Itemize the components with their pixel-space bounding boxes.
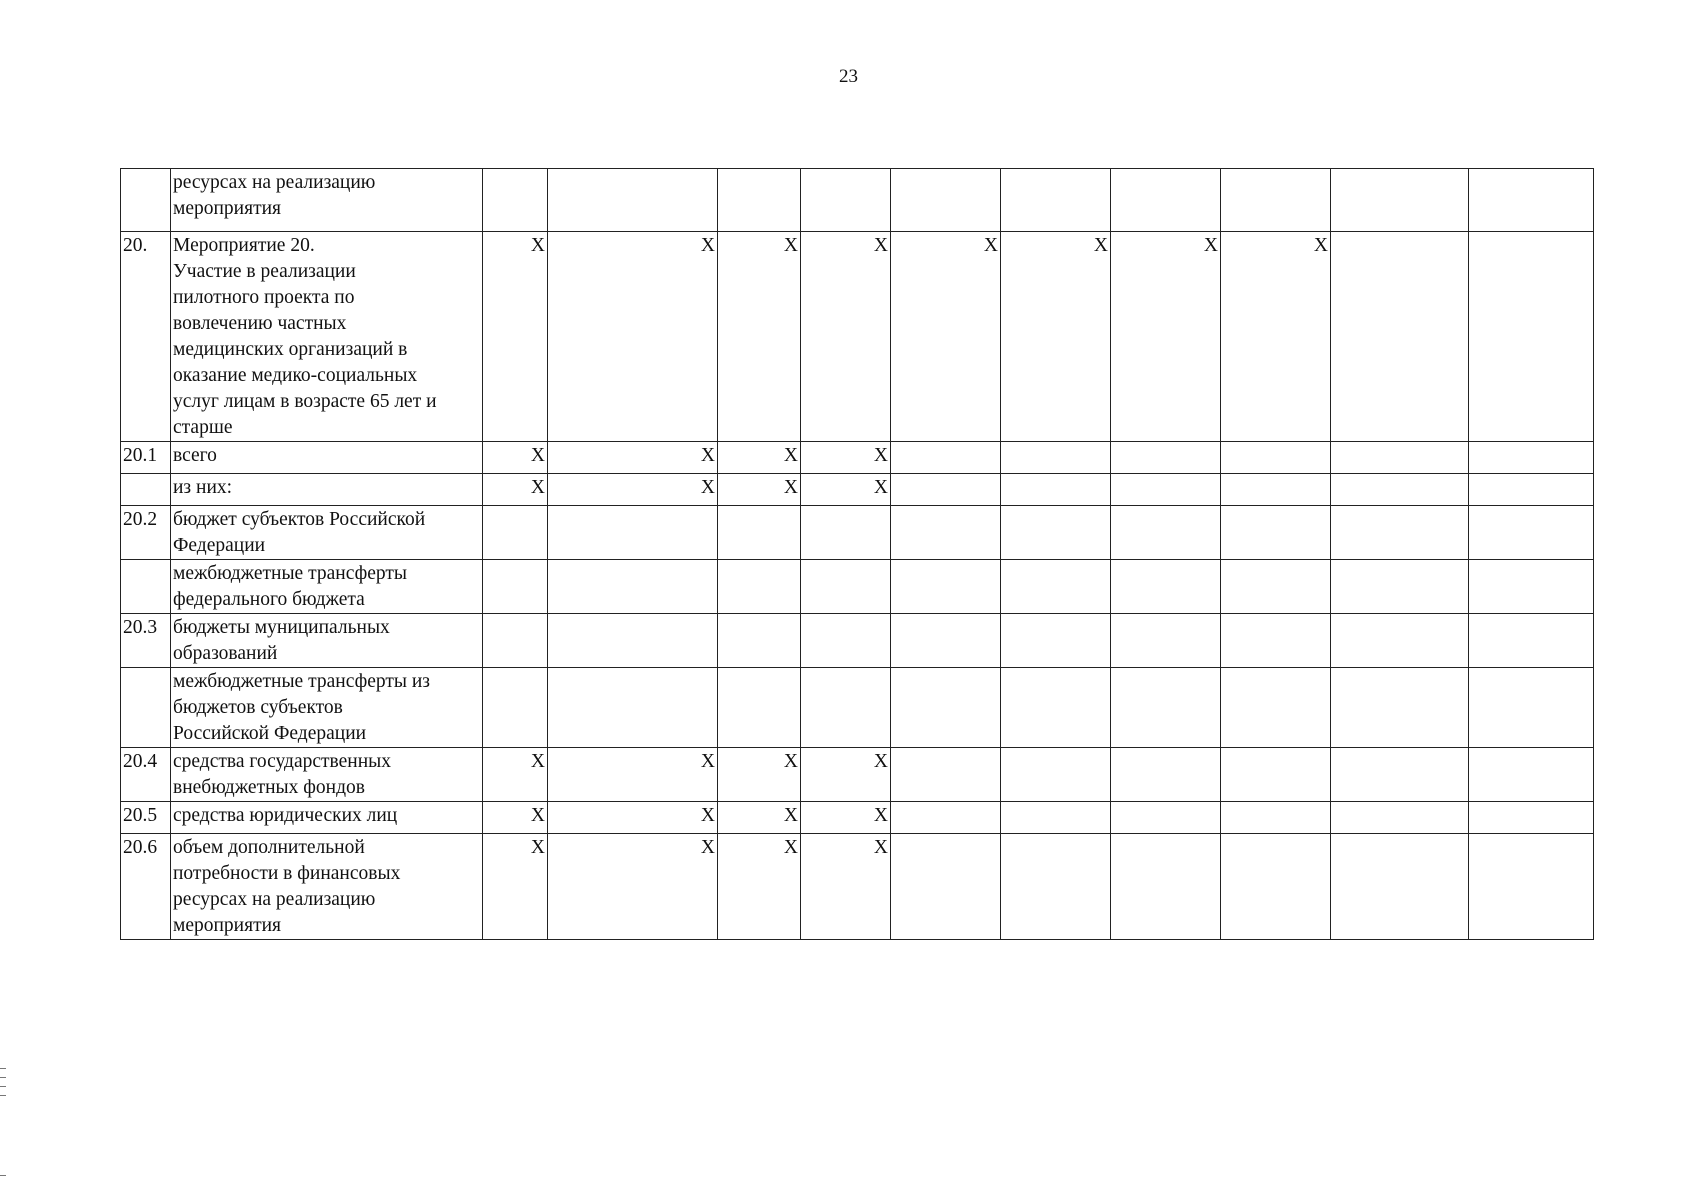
mark-cell: X: [718, 442, 801, 474]
mark-cell: [718, 169, 801, 232]
mark-cell: [1221, 474, 1331, 506]
mark-cell: [1111, 506, 1221, 560]
table-row: [121, 748, 1594, 802]
mark-cell: [891, 748, 1001, 802]
mark-cell: [801, 668, 891, 748]
mark-cell: [718, 614, 801, 668]
mark-cell: X: [718, 232, 801, 442]
mark-cell: [1001, 668, 1111, 748]
mark-cell: [1221, 560, 1331, 614]
mark-cell: [548, 506, 718, 560]
row-label-text: межбюджетные трансферты из бюджетов субъектов Российской Федерации: [173, 671, 431, 744]
mark-cell: [483, 614, 548, 668]
mark-cell: [548, 560, 718, 614]
mark-cell: [1469, 560, 1594, 614]
mark-cell: X: [483, 748, 548, 802]
row-label-text: Мероприятие 20. Участие в реализации пилотного проекта по вовлечению частных медицинских организаций в оказание медико-социальных услуг лицам в возрасте 65 лет и старше: [173, 235, 437, 438]
mark-cell: [483, 169, 548, 232]
mark-cell: [891, 169, 1001, 232]
mark-cell: [1111, 442, 1221, 474]
row-label-text: ресурсах на реализацию мероприятия: [173, 172, 376, 219]
mark-cell: X: [718, 834, 801, 940]
mark-cell: [483, 506, 548, 560]
mark-cell: X: [801, 748, 891, 802]
row-label: [171, 506, 483, 560]
row-number: 20.5: [121, 802, 171, 834]
mark-cell: [1001, 614, 1111, 668]
mark-cell: [1331, 614, 1469, 668]
table-row: [121, 802, 1594, 834]
mark-cell: [1331, 442, 1469, 474]
mark-cell: [1001, 506, 1111, 560]
mark-cell: [891, 834, 1001, 940]
mark-cell: [718, 668, 801, 748]
mark-cell: [1331, 802, 1469, 834]
table-row: [121, 442, 1594, 474]
mark-cell: [718, 506, 801, 560]
row-label: [171, 802, 483, 834]
row-label-text: бюджеты муниципальных образований: [173, 617, 390, 664]
mark-cell: [1111, 834, 1221, 940]
row-label-text: средства юридических лиц: [173, 805, 398, 826]
mark-cell: [1001, 442, 1111, 474]
mark-cell: X: [483, 802, 548, 834]
mark-cell: [891, 506, 1001, 560]
row-label: [171, 232, 483, 442]
mark-cell: [1001, 169, 1111, 232]
mark-cell: X: [548, 474, 718, 506]
row-number: 20.6: [121, 834, 171, 940]
mark-cell: X: [1221, 232, 1331, 442]
mark-cell: [1001, 560, 1111, 614]
mark-cell: [1469, 834, 1594, 940]
table-row: [121, 834, 1594, 940]
row-label-text: из них:: [173, 477, 233, 498]
row-label: [171, 834, 483, 940]
row-number: [121, 668, 171, 748]
mark-cell: [1221, 614, 1331, 668]
table-row: [121, 668, 1594, 748]
row-number: [121, 169, 171, 232]
mark-cell: [1111, 668, 1221, 748]
mark-cell: [1331, 748, 1469, 802]
mark-cell: X: [891, 232, 1001, 442]
mark-cell: [1001, 474, 1111, 506]
mark-cell: X: [1001, 232, 1111, 442]
mark-cell: [891, 614, 1001, 668]
row-label-text: объем дополнительной потребности в финансовых ресурсах на реализацию мероприятия: [173, 837, 401, 936]
mark-cell: [1221, 834, 1331, 940]
mark-cell: X: [718, 748, 801, 802]
mark-cell: [801, 169, 891, 232]
row-label: [171, 668, 483, 748]
mark-cell: [1331, 474, 1469, 506]
row-number: 20.3: [121, 614, 171, 668]
mark-cell: [891, 442, 1001, 474]
mark-cell: X: [801, 232, 891, 442]
mark-cell: [548, 169, 718, 232]
mark-cell: X: [801, 802, 891, 834]
mark-cell: [1111, 748, 1221, 802]
mark-cell: X: [548, 232, 718, 442]
mark-cell: [801, 614, 891, 668]
mark-cell: [891, 668, 1001, 748]
mark-cell: [1331, 834, 1469, 940]
mark-cell: [1469, 442, 1594, 474]
table-body: [121, 169, 1594, 940]
mark-cell: [1001, 802, 1111, 834]
mark-cell: [1221, 169, 1331, 232]
row-label: [171, 474, 483, 506]
mark-cell: [1221, 668, 1331, 748]
mark-cell: X: [548, 802, 718, 834]
row-label: [171, 614, 483, 668]
financing-table: [120, 168, 1594, 940]
mark-cell: [548, 614, 718, 668]
mark-cell: X: [483, 442, 548, 474]
mark-cell: X: [483, 232, 548, 442]
row-number: 20.1: [121, 442, 171, 474]
row-label-text: всего: [173, 445, 217, 466]
mark-cell: [801, 560, 891, 614]
mark-cell: X: [548, 442, 718, 474]
table-row: [121, 614, 1594, 668]
mark-cell: [1469, 614, 1594, 668]
scan-margin-marks: [0, 1068, 6, 1096]
row-label-text: бюджет субъектов Российской Федерации: [173, 509, 426, 556]
mark-cell: [1331, 560, 1469, 614]
mark-cell: X: [483, 834, 548, 940]
mark-cell: X: [548, 834, 718, 940]
mark-cell: [1469, 802, 1594, 834]
mark-cell: X: [718, 802, 801, 834]
mark-cell: [1111, 614, 1221, 668]
mark-cell: [718, 560, 801, 614]
mark-cell: X: [483, 474, 548, 506]
mark-cell: [1469, 668, 1594, 748]
table-row: [121, 169, 1594, 232]
mark-cell: [1001, 748, 1111, 802]
mark-cell: [1469, 748, 1594, 802]
row-number: 20.2: [121, 506, 171, 560]
row-number: [121, 560, 171, 614]
mark-cell: [1221, 748, 1331, 802]
mark-cell: [891, 802, 1001, 834]
mark-cell: [1331, 668, 1469, 748]
mark-cell: [1221, 442, 1331, 474]
mark-cell: [548, 668, 718, 748]
mark-cell: X: [801, 442, 891, 474]
mark-cell: [1469, 169, 1594, 232]
mark-cell: [1331, 232, 1469, 442]
row-label: [171, 748, 483, 802]
mark-cell: [1469, 232, 1594, 442]
mark-cell: X: [801, 474, 891, 506]
mark-cell: X: [801, 834, 891, 940]
mark-cell: [483, 668, 548, 748]
mark-cell: [1111, 560, 1221, 614]
mark-cell: [1001, 834, 1111, 940]
mark-cell: [801, 506, 891, 560]
mark-cell: [1221, 802, 1331, 834]
table-row: [121, 560, 1594, 614]
mark-cell: [1469, 474, 1594, 506]
row-label: [171, 560, 483, 614]
mark-cell: X: [718, 474, 801, 506]
row-label: [171, 169, 483, 232]
row-label: [171, 442, 483, 474]
page-number: 23: [839, 66, 858, 87]
mark-cell: [1111, 802, 1221, 834]
row-number: 20.4: [121, 748, 171, 802]
row-number: 20.: [121, 232, 171, 442]
scan-margin-mark: [0, 1175, 6, 1176]
mark-cell: [483, 560, 548, 614]
table-row: [121, 474, 1594, 506]
row-label-text: средства государственных внебюджетных фондов: [173, 751, 392, 798]
mark-cell: [891, 560, 1001, 614]
table-row: [121, 232, 1594, 442]
mark-cell: [1331, 506, 1469, 560]
mark-cell: X: [1111, 232, 1221, 442]
mark-cell: [1111, 474, 1221, 506]
table-row: [121, 506, 1594, 560]
row-number: [121, 474, 171, 506]
mark-cell: [1469, 506, 1594, 560]
mark-cell: X: [548, 748, 718, 802]
mark-cell: [891, 474, 1001, 506]
mark-cell: [1221, 506, 1331, 560]
row-label-text: межбюджетные трансферты федерального бюджета: [173, 563, 407, 610]
mark-cell: [1111, 169, 1221, 232]
mark-cell: [1331, 169, 1469, 232]
